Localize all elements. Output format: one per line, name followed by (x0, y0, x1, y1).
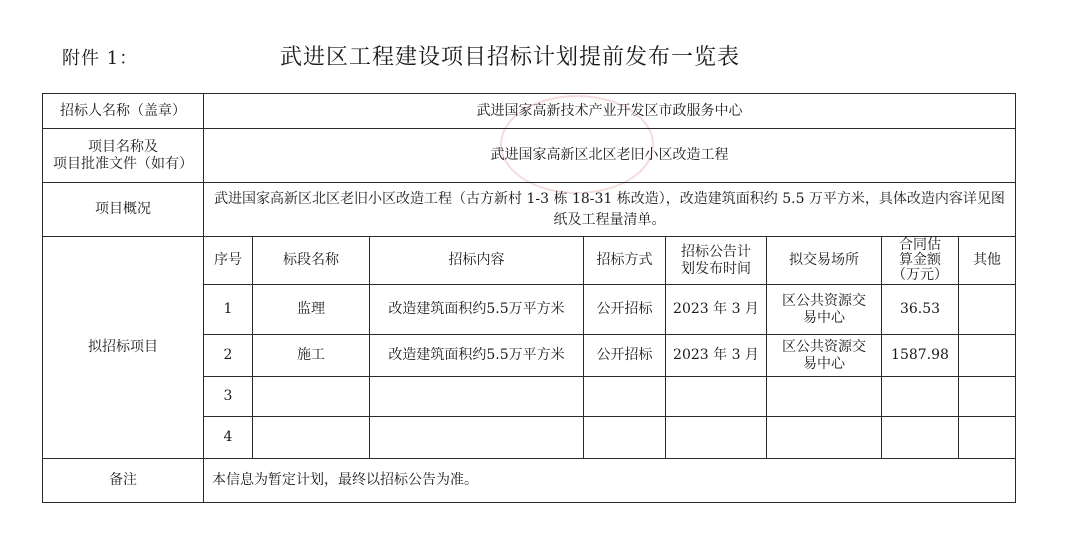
overview-value: 武进国家高新区北区老旧小区改造工程（古方新村 1-3 栋 18-31 栋改造），改造建筑面积约 5.5 万平方米，具体改造内容详见图纸及工程量清单。 (204, 183, 1016, 237)
project-name-value: 武进国家高新区北区老旧小区改造工程 (204, 129, 1016, 183)
item-time (666, 377, 767, 417)
item-name: 监理 (253, 285, 370, 335)
col-header-time: 招标公告计 划发布时间 (666, 237, 767, 285)
attachment-label: 附件 1： (62, 48, 139, 69)
item-time (666, 417, 767, 459)
item-method (584, 417, 666, 459)
item-content: 改造建筑面积约5.5万平方米 (370, 285, 584, 335)
item-other (959, 417, 1016, 459)
item-content (370, 417, 584, 459)
column-header-row (43, 237, 1016, 285)
tenderer-value: 武进国家高新技术产业开发区市政服务中心 (204, 94, 1016, 129)
tenderer-row (43, 94, 1016, 129)
item-amount: 1587.98 (882, 335, 959, 377)
item-name (253, 377, 370, 417)
item-other (959, 335, 1016, 377)
col-header-method: 招标方式 (584, 237, 666, 285)
item-other (959, 377, 1016, 417)
overview-row (43, 183, 1016, 237)
col-header-section: 标段名称 (253, 237, 370, 285)
item-content: 改造建筑面积约5.5万平方米 (370, 335, 584, 377)
item-content (370, 377, 584, 417)
item-time: 2023 年 3 月 (666, 285, 767, 335)
item-no: 2 (204, 335, 253, 377)
item-venue: 区公共资源交 易中心 (767, 285, 882, 335)
planned-projects-label: 拟招标项目 (43, 237, 204, 459)
item-no: 4 (204, 417, 253, 459)
overview-label: 项目概况 (43, 183, 204, 237)
item-method (584, 377, 666, 417)
remarks-value: 本信息为暂定计划，最终以招标公告为准。 (204, 459, 1016, 503)
item-time: 2023 年 3 月 (666, 335, 767, 377)
page-title: 武进区工程建设项目招标计划提前发布一览表 (279, 45, 740, 70)
tenderer-label: 招标人名称（盖章） (43, 94, 204, 129)
item-name (253, 417, 370, 459)
item-method: 公开招标 (584, 335, 666, 377)
item-no: 1 (204, 285, 253, 335)
project-name-label: 项目名称及 项目批准文件（如有） (43, 129, 204, 183)
item-venue: 区公共资源交 易中心 (767, 335, 882, 377)
col-header-venue: 拟交易场所 (767, 237, 882, 285)
col-header-other: 其他 (959, 237, 1016, 285)
item-no: 3 (204, 377, 253, 417)
remarks-label: 备注 (43, 459, 204, 503)
item-venue (767, 377, 882, 417)
item-name: 施工 (253, 335, 370, 377)
item-amount (882, 417, 959, 459)
project-name-row (43, 129, 1016, 183)
item-amount (882, 377, 959, 417)
item-amount: 36.53 (882, 285, 959, 335)
col-header-amount: 合同估 算金额 （万元） (882, 237, 959, 285)
item-method: 公开招标 (584, 285, 666, 335)
col-header-content: 招标内容 (370, 237, 584, 285)
col-header-no: 序号 (204, 237, 253, 285)
tender-plan-table (42, 93, 1016, 503)
item-venue (767, 417, 882, 459)
remarks-row (43, 459, 1016, 503)
item-other (959, 285, 1016, 335)
